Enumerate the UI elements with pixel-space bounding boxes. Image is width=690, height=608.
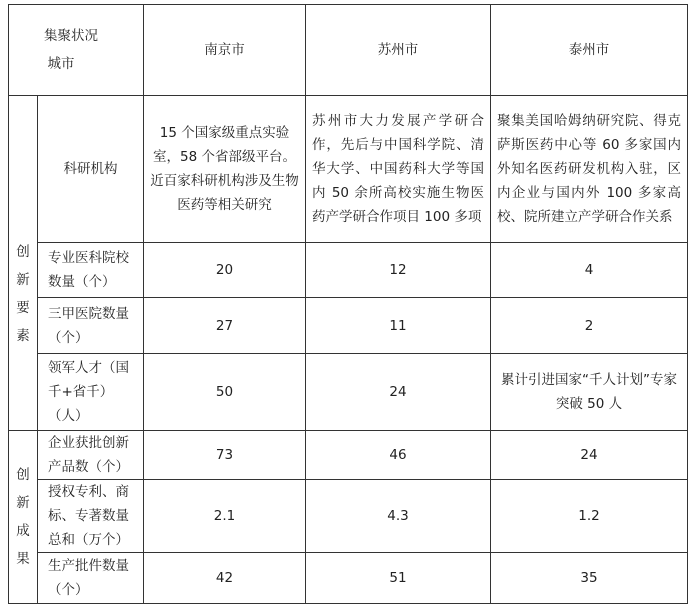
group-label-char: 果 <box>16 551 30 567</box>
row-label: 专业医科院校数量（个） <box>38 243 144 298</box>
cell-suzhou: 4.3 <box>306 480 491 553</box>
group-label-char: 创 <box>16 467 30 483</box>
cell-taizhou: 1.2 <box>491 480 688 553</box>
row-label: 授权专利、商标、专著数量总和（万个） <box>38 480 144 553</box>
cell-suzhou: 苏州市大力发展产学研合作，先后与中国科学院、清华大学、中国药科大学等国内 50 余所高校实施生物医药产学研合作项目 100 多项 <box>306 96 491 243</box>
city-header-suzhou: 苏州市 <box>306 5 491 96</box>
cell-taizhou: 聚集美国哈姆纳研究院、得克萨斯医药中心等 60 多家国内外知名医药研发机构入驻，区内企业与国内外 100 多家高校、院所建立产学研合作关系 <box>491 96 688 243</box>
table-row <box>9 243 688 298</box>
cell-nanjing: 20 <box>144 243 306 298</box>
cell-nanjing: 2.1 <box>144 480 306 553</box>
corner-header-top: 集聚状况 <box>44 28 98 44</box>
group-label-char: 成 <box>16 523 30 539</box>
row-label: 科研机构 <box>38 96 144 243</box>
cell-suzhou: 51 <box>306 553 491 604</box>
cell-nanjing: 27 <box>144 298 306 354</box>
group-label-char: 要 <box>16 300 30 316</box>
group-label-innovation-factors <box>9 96 38 431</box>
cell-taizhou: 35 <box>491 553 688 604</box>
table-row <box>9 431 688 480</box>
table-row <box>9 298 688 354</box>
corner-header-cell <box>9 5 144 96</box>
cell-suzhou: 46 <box>306 431 491 480</box>
cell-nanjing: 42 <box>144 553 306 604</box>
group-label-char: 新 <box>16 272 30 288</box>
cell-nanjing: 73 <box>144 431 306 480</box>
table-row <box>9 96 688 243</box>
cell-taizhou: 2 <box>491 298 688 354</box>
row-label: 三甲医院数量（个） <box>38 298 144 354</box>
comparison-table <box>8 4 688 604</box>
cell-nanjing: 15 个国家级重点实验室，58 个省部级平台。近百家科研机构涉及生物医药等相关研究 <box>144 96 306 243</box>
group-label-innovation-results <box>9 431 38 604</box>
group-label-char: 创 <box>16 244 30 260</box>
header-row <box>9 5 688 96</box>
cell-suzhou: 12 <box>306 243 491 298</box>
cell-suzhou: 11 <box>306 298 491 354</box>
corner-header-bottom: 城市 <box>47 56 75 72</box>
cell-taizhou: 4 <box>491 243 688 298</box>
table-row <box>9 553 688 604</box>
cell-taizhou: 累计引进国家“千人计划”专家突破 50 人 <box>491 354 688 431</box>
cell-nanjing: 50 <box>144 354 306 431</box>
table-row <box>9 480 688 553</box>
city-header-taizhou: 泰州市 <box>491 5 688 96</box>
row-label: 生产批件数量（个） <box>38 553 144 604</box>
row-label: 企业获批创新产品数（个） <box>38 431 144 480</box>
cell-taizhou: 24 <box>491 431 688 480</box>
group-label-char: 素 <box>16 328 30 344</box>
table-row <box>9 354 688 431</box>
cell-suzhou: 24 <box>306 354 491 431</box>
city-header-nanjing: 南京市 <box>144 5 306 96</box>
row-label: 领军人才（国千+省千）（人） <box>38 354 144 431</box>
group-label-char: 新 <box>16 495 30 511</box>
